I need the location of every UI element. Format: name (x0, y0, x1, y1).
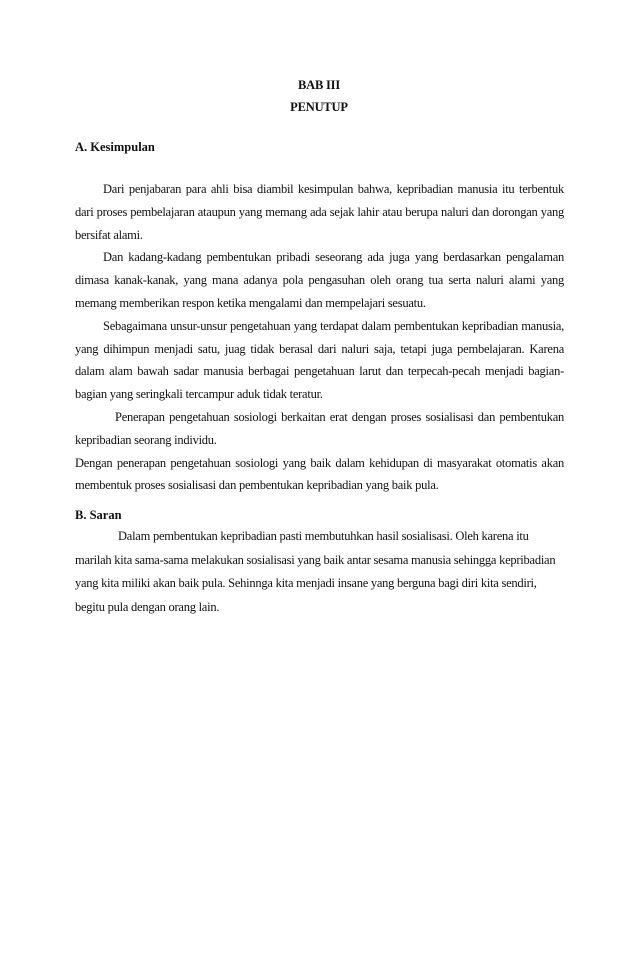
kesimpulan-paragraph-5: Dengan penerapan pengetahuan sosiologi yang baik dalam kehidupan di masyarakat otomatis akan membentuk proses sosialisasi dan pembentukan kepribadian yang baik pula. (75, 455, 564, 493)
kesimpulan-paragraph-3: Sebagaimana unsur-unsur pengetahuan yang terdapat dalam pembentukan kepribadian manusia, yang dihimpun menjadi satu, juag tidak berasal dari naluri saja, tetapi juga pembelajaran. Karena dalam alam bawah sadar manusia berbagai pengetahuan larut dan terpecah-pecah menjadi bagian-bagian yang seringkali tercampur aduk tidak teratur. (75, 318, 564, 402)
kesimpulan-body (75, 178, 564, 497)
section-heading-saran: B. Saran (75, 508, 122, 522)
kesimpulan-paragraph-4: Penerapan pengetahuan sosiologi berkaitan erat dengan proses sosialisasi dan pembentukan kepribadian seorang individu. (75, 409, 564, 447)
saran-body (75, 525, 564, 619)
section-heading-kesimpulan: A. Kesimpulan (75, 140, 155, 154)
chapter-title: PENUTUP (290, 100, 348, 114)
kesimpulan-paragraph-2: Dan kadang-kadang pembentukan pribadi seseorang ada juga yang berdasarkan pengalaman dimasa kanak-kanak, yang mana adanya pola pengasuhan oleh orang tua serta naluri alami yang memang memberikan respon ketika mengalami dan mempelajari sesuatu. (75, 250, 564, 310)
kesimpulan-paragraph-1: Dari penjabaran para ahli bisa diambil kesimpulan bahwa, kepribadian manusia itu terbentuk dari proses pembelajaran ataupun yang memang ada sejak lahir atau berupa naluri dan dorongan yang bersifat alami. (75, 182, 564, 242)
chapter-number: BAB III (297, 78, 341, 92)
saran-paragraph-1: Dalam pembentukan kepribadian pasti membutuhkan hasil sosialisasi. Oleh karena itu marilah kita sama-sama melakukan sosialisasi yang baik antar sesama manusia sehingga kepribadian yang kita miliki akan baik pula. Sehinnga kita menjadi insane yang berguna bagi diri kita sendiri, begitu pula dengan orang lain. (75, 529, 556, 614)
